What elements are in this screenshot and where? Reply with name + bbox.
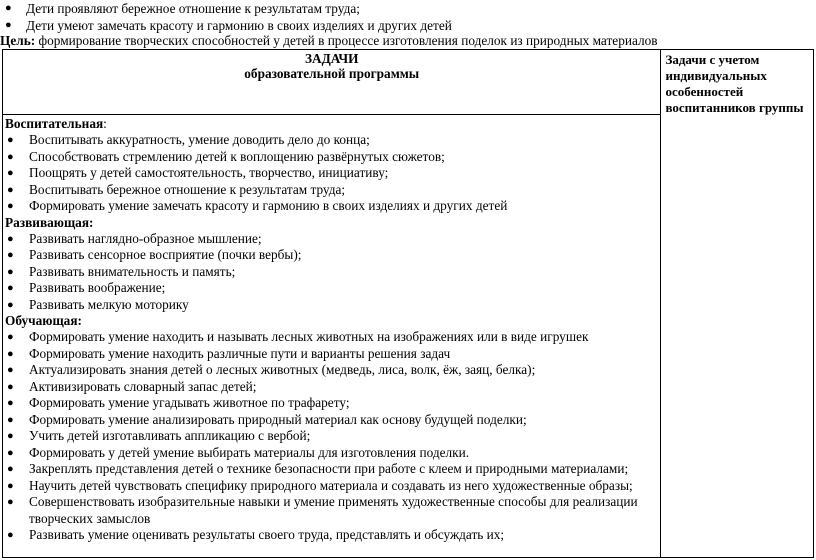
bullet-icon: ● xyxy=(7,364,14,376)
list-item: ● Способствовать стремлению детей к воплощению развёрнутых сюжетов; xyxy=(7,148,445,164)
list-item: ● Развивать мелкую моторику xyxy=(7,296,189,312)
teaching-list xyxy=(3,329,660,544)
bullet-icon: ● xyxy=(7,446,14,459)
list-item: ● Формировать умение находить различные пути и варианты решения задач xyxy=(7,345,451,361)
list-item: ● Актуализировать знания детей о лесных животных (медведь, лиса, волк, ёж, заяц, белка); xyxy=(7,362,536,377)
header-individual xyxy=(661,50,814,558)
list-item: ● Развивать внимательность и память; xyxy=(7,263,236,279)
bullet-icon: ● xyxy=(7,479,14,492)
header-individual-text: Задачи с учетом индивидуальных особенностей воспитанников группы xyxy=(665,52,804,115)
section-title-teaching: Обучающая: xyxy=(5,313,82,328)
list-item: ● Формировать умение замечать красоту и гармонию в своих изделиях и других детей xyxy=(7,198,508,213)
bullet-icon: ● xyxy=(7,134,14,146)
header-tasks xyxy=(3,50,661,115)
list-item: ● Формировать умение угадывать животное по трафарету; xyxy=(7,395,350,410)
list-item: ● Поощрять у детей самостоятельность, творчество, инициативу; xyxy=(7,165,389,180)
list-item: ● Формировать у детей умение выбирать материалы для изготовления поделки. xyxy=(7,444,470,460)
bullet-icon: ● xyxy=(7,347,14,360)
list-item: ● Научить детей чувствовать специфику природного материала и создавать из него художественные образы; xyxy=(7,477,633,493)
bullet-icon: ● xyxy=(7,397,14,409)
list-item: ● Развивать сенсорное восприятие (почки вербы); xyxy=(7,247,302,262)
bullet-icon: ● xyxy=(7,496,14,508)
goal-label: Цель: xyxy=(0,33,36,48)
list-item: ● Развивать умение оценивать результаты своего труда, представлять и обсуждать их; xyxy=(7,527,505,542)
list-item-text: Дети умеют замечать красоту и гармонию в своих изделиях и других детей xyxy=(26,18,452,33)
bullet-icon: ● xyxy=(7,463,14,475)
list-item: ● Формировать умение находить и называть лесных животных на изображениях или в виде игрушек xyxy=(7,329,589,344)
list-item: ● Активизировать словарный запас детей; xyxy=(7,378,257,394)
bullet-icon: ● xyxy=(5,2,12,14)
bullet-icon: ● xyxy=(7,413,14,426)
developing-list xyxy=(3,231,660,314)
list-item-text: Дети проявляют бережное отношение к результатам труда; xyxy=(26,1,360,16)
list-item: ● Совершенствовать изобразительные навыки и умение применять художественные способы для реализации творческих замыслов xyxy=(7,494,638,526)
bullet-icon: ● xyxy=(7,529,14,541)
list-item: ● Учить детей изготавливать аппликацию с вербой; xyxy=(7,428,311,443)
bullet-icon: ● xyxy=(7,331,14,343)
bullet-icon: ● xyxy=(5,19,12,31)
header-tasks-title: ЗАДАЧИ xyxy=(305,51,359,66)
bullet-icon: ● xyxy=(7,298,14,311)
goal-line xyxy=(0,32,658,49)
table-header-row xyxy=(3,50,814,115)
goal-text: формирование творческих способностей у детей в процессе изготовления поделок из природных материалов xyxy=(35,33,658,48)
bullet-icon: ● xyxy=(7,183,14,196)
bullet-icon: ● xyxy=(7,380,14,393)
list-item: ● Формировать умение анализировать природный материал как основу будущей поделки; xyxy=(7,411,527,427)
top-bullet-list xyxy=(0,0,452,34)
list-item: ● Развивать воображение; xyxy=(7,280,166,295)
bullet-icon: ● xyxy=(7,232,14,245)
bullet-icon: ● xyxy=(7,265,14,278)
bullet-icon: ● xyxy=(7,200,14,212)
list-item xyxy=(0,0,452,17)
list-item: ● Развивать наглядно-образное мышление; xyxy=(7,230,262,246)
bullet-icon: ● xyxy=(7,430,14,442)
tasks-cell xyxy=(3,115,661,558)
bullet-icon: ● xyxy=(7,167,14,179)
list-item: ● Воспитывать бережное отношение к результатам труда; xyxy=(7,181,346,197)
header-tasks-subtitle: образовательной программы xyxy=(244,66,420,81)
list-item: ● Закреплять представления детей о технике безопасности при работе с клеем и природными материалами; xyxy=(7,461,629,476)
list-item: ● Воспитывать аккуратность, умение доводить дело до конца; xyxy=(7,132,370,147)
bullet-icon: ● xyxy=(7,282,14,294)
bullet-icon: ● xyxy=(7,249,14,261)
tasks-table xyxy=(2,49,814,558)
bullet-icon: ● xyxy=(7,150,14,163)
section-title-educational: Воспитательная: xyxy=(5,116,107,131)
educational-list xyxy=(3,132,660,215)
section-title-developing: Развивающая: xyxy=(5,214,94,230)
